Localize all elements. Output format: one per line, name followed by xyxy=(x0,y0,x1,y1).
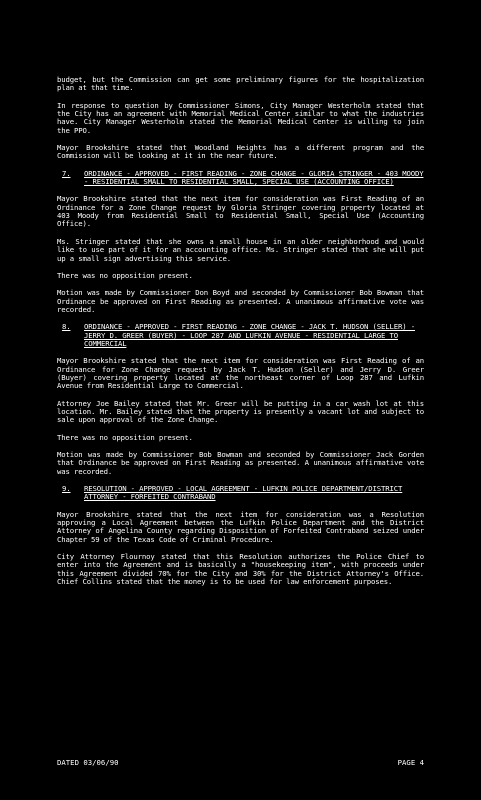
paragraph-item8-opposition: There was no opposition present. xyxy=(57,432,193,442)
agenda-item-7-heading xyxy=(57,170,424,187)
paragraph-item7-intro: Mayor Brookshire stated that the next item for consideration was First Reading of an Ordinance for a Zone Change request by Gloria Stringer covering property located at 403 Moody from Residential Small to Residential Small, Special Use (Accounting Office). xyxy=(57,194,424,229)
paragraph-item7-motion: Motion was made by Commissioner Don Boyd and seconded by Commissioner Bob Bowman that Ordinance be approved on First Reading as presented. A unanimous affirmative vote was recorded. xyxy=(57,288,424,314)
agenda-item-title: ORDINANCE - APPROVED - FIRST READING - ZONE CHANGE - JACK T. HUDSON (SELLER) - JERRY D. GREER (BUYER) - LOOP 287 AND LUFKIN AVENUE - RESIDENTIAL LARGE TO COMMERCIAL xyxy=(84,322,415,348)
paragraph-budget: budget, but the Commission can get some preliminary figures for the hospitalization plan at that time. xyxy=(57,75,424,93)
agenda-item-number: 8. xyxy=(62,322,71,332)
paragraph-item7-opposition: There was no opposition present. xyxy=(57,270,193,280)
agenda-item-8-heading xyxy=(57,323,424,348)
footer-date: DATED 03/06/90 xyxy=(57,758,119,767)
agenda-item-number: 7. xyxy=(62,168,71,178)
paragraph-item9-intro: Mayor Brookshire stated that the next item for consideration was a Resolution approving a Local Agreement between the Lufkin Police Department and the District Attorney of Angelina County regarding Disposition of Forfeited Contraband seized under Chapter 59 of the Texas Code of Criminal Procedure. xyxy=(57,509,424,544)
agenda-item-number: 9. xyxy=(62,484,71,494)
paragraph-item9-flournoy: City Attorney Flournoy stated that this Resolution authorizes the Police Chief to enter into the Agreement and is basically a "housekeeping item", with proceeds under this Agreement divided 70% for the City and 30% for the District Attorney's Office. Chief Collins stated that the money is to be used for law enforcement purposes. xyxy=(57,552,424,587)
minutes-body xyxy=(57,76,424,595)
agenda-item-9-heading xyxy=(57,485,424,502)
page-footer xyxy=(57,758,424,767)
paragraph-item8-bailey: Attorney Joe Bailey stated that Mr. Greer will be putting in a car wash lot at this location. Mr. Bailey stated that the property is presently a vacant lot and subject to sale upon approval of the Zone Change. xyxy=(57,398,424,425)
paragraph-ppo-agreement: In response to question by Commissioner Simons, City Manager Westerholm stated that the City has an agreement with Memorial Medical Center similar to what the industries have. City Manager Westerholm stated the Memorial Medical Center is willing to join the PPO. xyxy=(57,100,424,135)
agenda-item-title: ORDINANCE - APPROVED - FIRST READING - ZONE CHANGE - GLORIA STRINGER - 403 MOODY - RESIDENTIAL SMALL TO RESIDENTIAL SMALL, SPECIAL USE (ACCOUNTING OFFICE) xyxy=(84,168,424,187)
page-number: PAGE 4 xyxy=(397,758,424,767)
agenda-item-title: RESOLUTION - APPROVED - LOCAL AGREEMENT - LUFKIN POLICE DEPARTMENT/DISTRICT ATTORNEY - FORFEITED CONTRABAND xyxy=(84,484,403,502)
paragraph-item7-stringer: Ms. Stringer stated that she owns a small house in an older neighborhood and would like to use part of it for an accounting office. Ms. Stringer stated that she will put up a small sign advertising this service. xyxy=(57,236,424,263)
paragraph-item8-intro: Mayor Brookshire stated that the next item for consideration was First Reading of an Ordinance for Zone Change request by Jack T. Hudson (Seller) and Jerry D. Greer (Buyer) covering property located at the northeast corner of Loop 287 and Lufkin Avenue from Residential Large to Commercial. xyxy=(57,356,424,391)
paragraph-item8-motion: Motion was made by Commissioner Bob Bowman and seconded by Commissioner Jack Gorden that Ordinance be approved on First Reading as presented. A unanimous affirmative vote was recorded. xyxy=(57,450,424,476)
paragraph-woodland-heights: Mayor Brookshire stated that Woodland Heights has a different program and the Commission will be looking at it in the near future. xyxy=(57,143,424,161)
